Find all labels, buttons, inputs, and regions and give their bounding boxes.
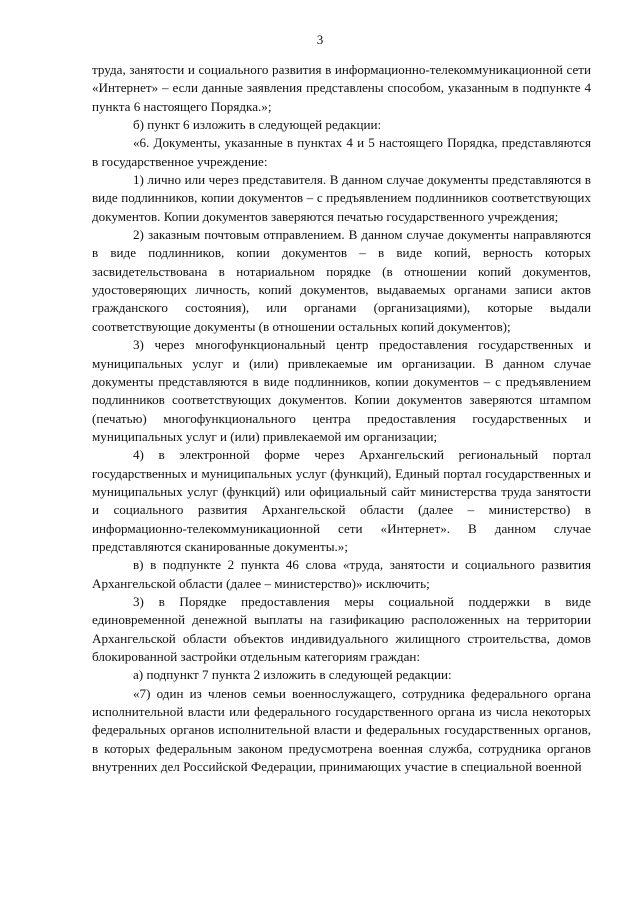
paragraph-item-1: 1) лично или через представителя. В данном случае документы представляются в виде подлинников, копии документов – с предъявлением подлинников соответствующих документов. Копии документов заверяются печатью государственного учреждения; — [92, 172, 591, 224]
paragraph-section-3: 3) в Порядке предоставления меры социальной поддержки в виде единовременной денежной выплаты на газификацию расположенных на территории Архангельской области объектов индивидуального жилищного строительства, домов блокированной застройки отдельным категориям граждан: — [92, 593, 591, 664]
paragraph-point-6: «6. Документы, указанные в пунктах 4 и 5 настоящего Порядка, представляются в государственное учреждение: — [92, 135, 591, 169]
paragraph-subitem-b: б) пункт 6 изложить в следующей редакции: — [133, 117, 382, 133]
paragraph-subitem-v: в) в подпункте 2 пункта 46 слова «труда, занятости и социального развития Архангельской области (далее – министерство)» исключить; — [92, 557, 591, 591]
page-number: 3 — [316, 32, 324, 47]
paragraph-continuation: труда, занятости и социального развития в информационно-телекоммуникационной сети «Интернет» – если данные заявления представлены способом, указанным в подпункте 4 пункта 6 настоящего Порядка.»; — [92, 62, 591, 114]
paragraph-item-3: 3) через многофункциональный центр предоставления государственных и муниципальных услуг и (или) привлекаемые им организации. В данном случае документы представляются в виде подлинников, копии документов – с предъявлением подлинников соответствующих документов. Копии документов заверяются штампом (печатью) многофункционального центра предоставления государственных и муниципальных услуг и (или) привлекаемой им организации; — [92, 337, 591, 444]
paragraph-subitem-a: а) подпункт 7 пункта 2 изложить в следующей редакции: — [133, 667, 452, 683]
document-body — [92, 61, 591, 776]
paragraph-item-2: 2) заказным почтовым отправлением. В данном случае документы направляются в виде подлинников, копии документов – в виде копий, верность которых засвидетельствована в нотариальном порядке (в отношении копий документов, удостоверяющих личность, копий документов, выдаваемых органами записи актов гражданского состояния), или органами (организациями), которые выдали соответствующие документы (в отношении остальных копий документов); — [92, 227, 591, 334]
paragraph-item-7: «7) один из членов семьи военнослужащего, сотрудника федерального органа исполнительной власти или федерального государственного органа из числа некоторых федеральных органов исполнительной власти и федеральных государственных органов, в которых федеральным законом предусмотрена военная служба, сотрудника органов внутренних дел Российской Федерации, принимающих участие в специальной военной — [92, 685, 591, 775]
paragraph-item-4: 4) в электронной форме через Архангельский региональный портал государственных и муниципальных услуг (функций), Единый портал государственных и муниципальных услуг (функций) или официальный сайт министерства труда занятости и социального развития Архангельской области (далее – министерство) в информационно-телекоммуникационной сети «Интернет». В данном случае представляются сканированные документы.»; — [92, 447, 591, 554]
